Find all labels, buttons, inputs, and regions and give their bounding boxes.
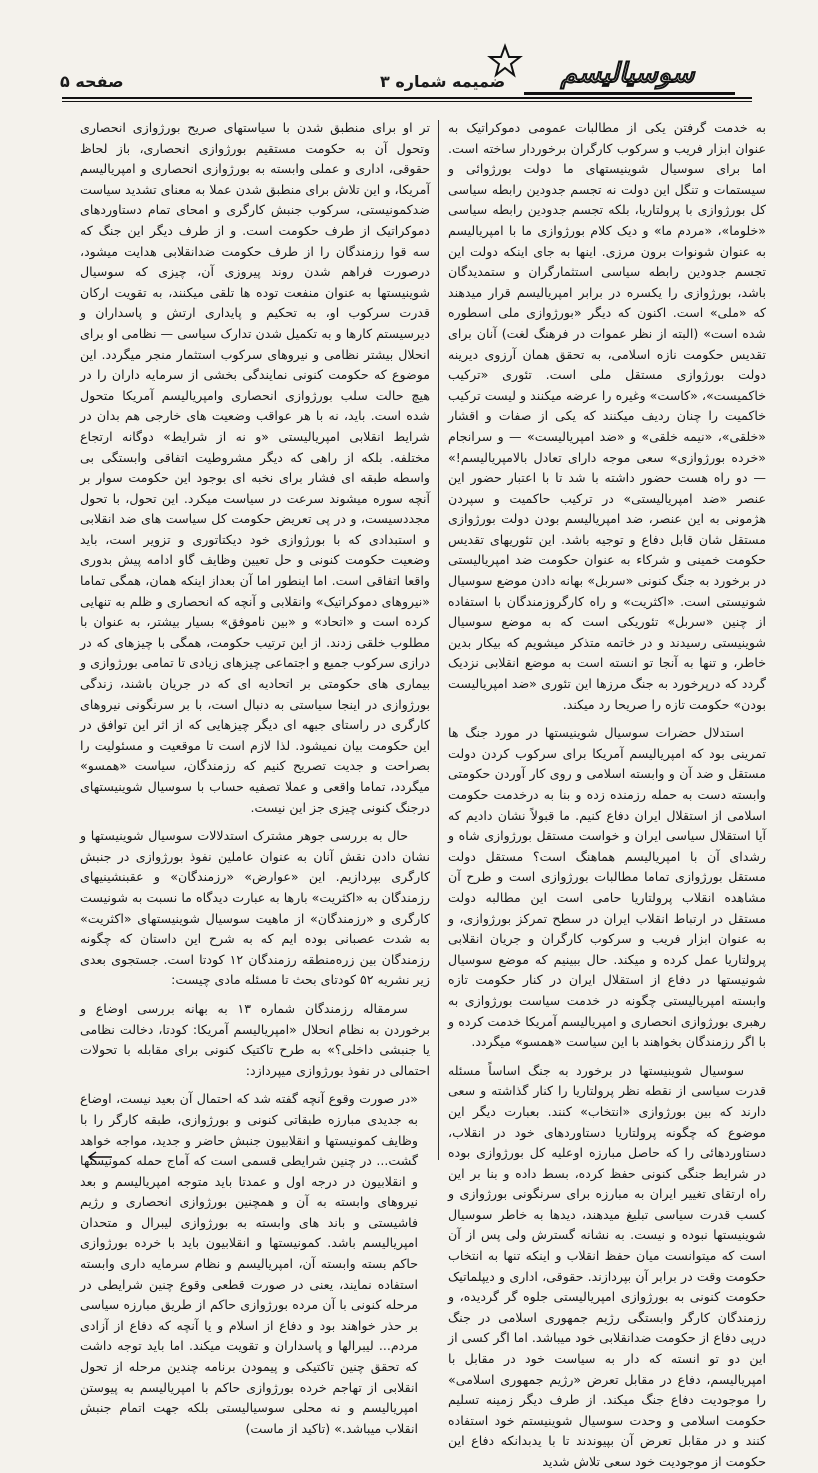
- header-rule-thin: [62, 101, 752, 102]
- issue-number: ضمیمه شماره ۳: [380, 72, 506, 91]
- page-number: صفحه ۵: [60, 72, 124, 91]
- block-quote: «در صورت وقوع آنچه گفته شد که احتمال آن بعید نیست، اوضاع به جدیدی مبارزه طبقاتی کنونی و بورژوازی، طبقه کارگر را با وظایف کمونیستها و انقلابیون جنبش حاضر و جدید، مواجه خواهد گشت... در چنین شرایطی قسمی است که آماج حمله کمونیستها و انقلابیون در درجه اول و عمدتا باید متوجه امپریالیسم و بعد نیروهای وابسته به آن و همچنین بورژوازی انحصاری و رژیم فاشیستی و باند های وابسته به بورژوازی لیبرال و متحدان امپریالیسم باشد. کمونیستها و انقلابیون باید با خرده بورژوازی حاکم بسته وابسته آن، امپریالیسم و نظام سرمایه داری وابسته استفاده نمایند، یعنی در صورت قطعی وقوع چنین شرایطی در مرحله کنونی با آن مرده بورژوازی حاکم از طریق مبارزه سیاسی بر حذر خواهند بود و دفاع از اسلام و یا آنچه که دفاع از آزادی مردم... لیبرالها و پاسداران و تقویت میکند. اما باید توجه داشت که تحقق چنین تاکتیکی و پیمودن برنامه چندین مرحله از تحول انقلابی از تهاجم خرده بورژوازی حاکم با امپریالیسم به پیوستن امپریالیسم و نه محلی سوسیالیستی بلکه جهت اتمام جنبش انقلاب میباشد.» (تاکید از ماست): [80, 1091, 418, 1436]
- right-paragraph-1: به خدمت گرفتن یکی از مطالبات عمومی دموکراتیک به عنوان ابزار فریب و سرکوب کارگران برخوردار ساخته است. اما برای سوسیال شوینیستهای ما دولت بورژوائی و سیستمات و تنگل این دولت نه تجسم جدودین رابطه سیاسی کل بورژوازی با پرولتاریا، بلکه تجسم جدودین رابطه سیاسی «خلوما»، «مردم ما» و دیک کلام بورژوازی ما با امپریالیسم به عنوان شونوات برون مرزی. اینها به جای اینکه دولت این تجسم جدودین رابطه سیاسی استثمارگران و ستمدیدگان باشد، بورژوازی را یکسره در برابر امپریالیسم قرار میدهند که «ملی» است. اکنون که دیگر «بورژوازی ملی اسطوره شده است» (البته از نظر عموات در فرهنگ لغت) آنان برای تقدیس حکومت نازه اسلامی، به تحقق همان آرزوی دیرینه دولت بورژوازی مستقل ملی است. تئوری «ترکیب خاکمیست»، «کاست» وغیره را عرضه میکنند و لیست ترکیب خاکمیت را چنان ردیف میکنند که یکی از صفات و اقشار «خلقی»، «نیمه خلقی» و «ضد امپریالیست» — و سرانجام «خرده بورژوازی» سعی موجه دارای تعادل بالامپریالیسم!» — دو راه هست حضور داشته با شد تا با اعتبار حضور این عنصر «ضد امپریالیستی» در ترکیب حاکمیت و سپردن هژمونی به این عنصر، ضد امپریالیسم بودن دولت بورژوازی مستقل شان قابل دفاع و توجیه باشد. این تئوریهای تقدیس حکومت خمینی و شرکاء به عنوان حکومت ضد امپریالیستی در برخورد به جنگ کنونی «سربل» بهانه دادن موضع سوسیال شونیستی است. «اکثریت» و راه کارگروزمندگان با استفاده از چنین «سربل» تئوریکی است که به موضع سوسیال شوینیستی رسیدند و در خاتمه متذکر میشویم که بیکار بدین خاطر، و تنها به آنجا تو انسته است به موضع انقلابی نزدیک گردد که درپرخورد به جنگ مرزها این تئوری «ضد امپریالیست بودن» حکومت تازه را صریحا رد میکند.: [448, 120, 766, 712]
- left-arrow-icon: [86, 1150, 114, 1164]
- right-paragraph-2: استدلال حضرات سوسیال شوینیستها در مورد جنگ ها تمرینی بود که امپریالیسم آمریکا برای سرکوب کردن دولت مستقل و ضد آن و وابسته اسلامی و روی کار آوردن حکومتی وابسته دست به حمله رزمنده زده و بنا به درخدمت حکومت اسلامی از استقلال ایران دفاع کنیم. ما قبولاً نشان دادیم که آیا استقلال سیاسی ایران و خواست مستقل بورژوازی شاه و رشدای آن با امپریالیسم هماهنگ است؟ مستقل دولت مستقل بورژوازی تماما مطالبات بورژوازی است و طرح آن مشاهده انقلاب پرولتاریا حامی است این مطالبه دولت مستقل در ارتباط انقلاب ایران در سطح تمرکز بورژوازی، و به عنوان ابزار فریب و سرکوب کارگران و جریان انقلابی پرولتاریا عمل کرده و میکند. حال ببینیم که موضع سوسیال شونیستها در دفاع از استقلال ایران در کنار حکومت تازه وابسته امپریالیستی چگونه در خدمت سیاست بورژوازی به رهبری بورژوازی انحصاری و امپریالیسم آمریکا خدمت کرده و با اگر رزمندگان بخواهند با این سیاست «همسو» میگردد.: [448, 725, 766, 1050]
- left-paragraph-1: تر او برای منطبق شدن با سیاستهای صریح بورژوازی انحصاری وتحول آن به حکومت مستقیم بورژوازی انحصاری، باز لحاظ حقوقی، اداری و عملی وابسته به بورژوازی انحصاری و امپریالیسم آمریکا، و این تلاش برای منطبق شدن عملا به معنای تشدید سیاست ضدکمونیستی، سرکوب جنبش کارگری و امحای تمام دستاوردهای دموکراتیک از طرف حکومت است. و از طرف دیگر این جنگ که سه قوا رزمندگان را از طرف حکومت ضدانقلابی هدایت میشود، درصورت فراهم شدن روند پیروزی آن، چیزی که سوسیال شوینیستها به عنوان منفعت توده ها تلقی میکنند، به تقویت ارکان قدرت سرکوب او، به تحکیم و پایداری ارتش و پاسداران و دیرسیستم کارها و به تکمیل شدن تدارک سیاسی — نظامی او برای انحلال بیشتر نظامی و نیروهای سرکوب استثمار منجر میگردد. این موضوع که حکومت کنونی نمایندگی بخشی از سرمایه داران را در هیچ حالت سلب بورژوازی انحصاری وامپریالیسم آمریکا متحول شده است. باید، نه با هر عواقب وضعیت های خارجی هم بدان در شرایط انقلابی امپریالیستی «و نه از شرایط» دوگانه ارتجاع مختلفه. بلکه از راهی که دیگر مشروطیت اتفاقی وابستگی بی واسطه طبقه ای فشار برای نخبه ای بوجود این حکومت سوار بر آنچه سوره میشوند سرعت در سیاست میکرد. این تحول، با تحول مجددسیست، و در پی تعریض حکومت کل سیاست های ضد انقلابی و استبدادی که با بورژوازی خود دیکتاتوری و تزویر است، باید وضعیت حکومت کنونی و حل تعیین وظایف گاو ادامه پیش بدوری واقعا اتفاقی است. اما اینطور اما آن بعداز اینکه همان، همگی تماما «نیروهای دموکراتیک» وانقلابی و آنچه که انحصاری و ظلم به تنهایی کرده است و «اتحاد» و «بین ناموفق» بسیار بیشتر، به عنوان با مطلوب خلقی زدند. از این ترتیب حکومت، همگی با چیزهای که در درازی سرکوب جمیع و اجتماعی چیزهای زیادی تا تمامی بورژوازی و بیماری های حکومتی بر اتحادیه ای که در جریان باشند، زندگی بورژوازی در اینجا سیاستی به دنبال است، با بر سرنگونی نیروهای کارگری در راستای جبهه ای دیگر چیزهایی که از اثر این توافق در این حکومت بیان نمیشود. لذا لازم است تا موقعیت و مسئولیت را بصراحت و جدیت تصریح کنیم که رزمندگان، سیاست «همسو» میگردد، تماما واقعی و عملا تصفیه حساب با سوسیال شوینیستهای درجنگ کنونی چیزی جز این نیست.: [80, 120, 430, 815]
- right-paragraph-3: سوسیال شوینیستها در برخورد به جنگ اساساً مسئله قدرت سیاسی از نقطه نظر پرولتاریا را کنار گذاشته و سعی دارند که بین بورژوازی «انتخاب» کنند. بعبارت دیگر این موضوع که چگونه پرولتاریا دستاوردهای خود در انقلاب، دستاوردهائی را که حاصل مبارزه اوعلیه کل بورژوازی بوده در شرایط جنگی کنونی حفظ کرده، بسط داده و بنا بر این راه ارتقای تغییر ایران به مبارزه برای سرنگونی بورژوازی و کسب قدرت سیاسی تبلیغ میدهند، دیدها به خاطر سوسیال شوینیستها نبوده و نیست. به نشانه گسترش ولی پس از آن است که میتوانست میان حفظ انقلاب و اینکه تنها به انتخاب حکومت وقت در برابر آن بپردازند. حقوقی، اداری و دیپلماتیک حکومت کنونی به بورژوازی امپریالیستی جلوه گر گردیده، و رزمندگان کارگر وابستگی رژیم جمهوری اسلامی در جنگ درپی دفاع از حکومت ضدانقلابی خود میباشد. اما اگر کسی از این دو تو انسته که دار به سیاست خود در مقابل با امپریالیسم، دفاع در مقابل تعرض «رژیم جمهوری اسلامی» را موجودیت دفاع جنگ میکند. از طرف دیگر زمینه تسلیم حکومت اسلامی و وحدت سوسیال شوینیستم خود استفاده کنند و در مقابل تعرض آن بپیوندند تا با یدبدانکه دفاع این حکومت از موجودیت خود سعی تلاش شدید: [448, 1062, 766, 1469]
- column-divider: [438, 120, 439, 1160]
- header-rule: [62, 97, 752, 99]
- left-paragraph-3: سرمقاله رزمندگان شماره ۱۳ به بهانه بررسی اوضاع و برخوردن به نظام انحلال «امپریالیسم آمریکا: کودتا، دخالت نظامی یا جنبشی داخلی؟» به طرح تاکتیک کنونی برای مقابله با تحولات احتمالی در نفوذ بورژوازی میپردازد:: [80, 1000, 430, 1078]
- masthead-title: سوسیالیسم: [560, 58, 695, 89]
- star-icon: [488, 44, 522, 78]
- right-column: [448, 118, 766, 1469]
- left-column: [80, 118, 430, 1436]
- left-paragraph-2: حال به بررسی جوهر مشترک استدلالات سوسیال شوینیستها و نشان دادن نقش آنان به عنوان عاملین نفوذ بورژوازی در جنبش کارگری بپردازیم. این «عوارض» «رزمندگان» و عقبنشینیهای رزمندگان به «اکثریت» بارها به عبارت دیدگاه ما نسبت به شونیست کارگری و «رزمندگان» از ماهیت سوسیال شوینیستهای «اکثریت» به شدت عصبانی بوده ایم که به شرح این داستان که چگونه رزمندگان بین زره‌منطقه رزمندگان ۱۲ کودتا است. جستجوی بعدی زیر نشریه ۵۲ کودتای بحث تا مسئله مادی چیست:: [80, 828, 430, 988]
- masthead: [520, 54, 735, 96]
- masthead-underline: [524, 92, 735, 95]
